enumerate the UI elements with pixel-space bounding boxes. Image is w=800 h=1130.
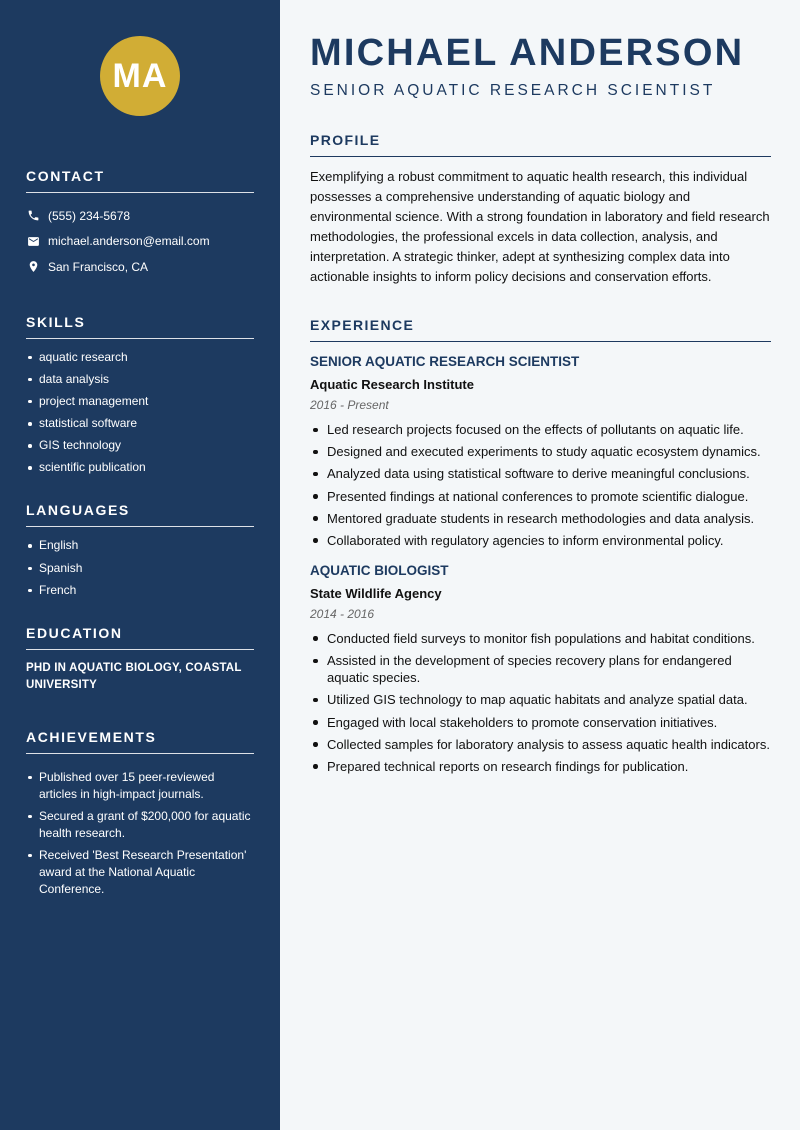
list-item: Spanish (26, 560, 254, 577)
contact-list (26, 203, 254, 280)
contact-phone (26, 203, 254, 229)
experience-section (310, 317, 771, 775)
main-content (280, 0, 800, 1130)
job-title: SENIOR AQUATIC RESEARCH SCIENTIST (310, 354, 580, 369)
job-bullets (310, 421, 771, 549)
phone-icon (26, 209, 40, 223)
list-item: Presented findings at national conferences to promote scientific dialogue. (310, 488, 771, 505)
job-bullets (310, 630, 771, 775)
languages-section (26, 502, 254, 598)
contact-heading: CONTACT (26, 168, 254, 193)
profile-text: Exemplifying a robust commitment to aquatic health research, this individual possesses a comprehensive understanding of aquatic biology and environmental science. With a strong foundation in laboratory and field research methodologies, the professional excels in data collection, analysis, and interpretation. A strategic thinker, adept at synthesizing complex data into actionable insights to inform policy decisions and conservation efforts. (310, 169, 770, 284)
list-item: French (26, 582, 254, 599)
education-degree: PHD IN AQUATIC BIOLOGY, COASTAL UNIVERSITY (26, 661, 242, 691)
avatar: MA (100, 36, 180, 116)
list-item: statistical software (26, 415, 254, 432)
company-name: State Wildlife Agency (310, 585, 442, 601)
list-item: GIS technology (26, 437, 254, 454)
achievements-section (26, 729, 254, 898)
list-item: Collected samples for laboratory analysis to assess aquatic health indicators. (310, 736, 771, 753)
languages-heading: LANGUAGES (26, 502, 254, 527)
list-item: Engaged with local stakeholders to promote conservation initiatives. (310, 714, 771, 731)
contact-email-text: michael.anderson@email.com (48, 234, 210, 249)
person-name: MICHAEL ANDERSON (310, 32, 745, 74)
profile-section (310, 132, 771, 287)
skills-heading: SKILLS (26, 314, 254, 339)
list-item: Collaborated with regulatory agencies to inform environmental policy. (310, 532, 771, 549)
list-item: Designed and executed experiments to study aquatic ecosystem dynamics. (310, 443, 771, 460)
skills-section (26, 314, 254, 477)
sidebar (0, 0, 280, 1130)
list-item: scientific publication (26, 459, 254, 476)
list-item: Led research projects focused on the effects of pollutants on aquatic life. (310, 421, 771, 438)
contact-section (26, 168, 254, 280)
person-title: SENIOR AQUATIC RESEARCH SCIENTIST (310, 82, 716, 99)
achievements-heading: ACHIEVEMENTS (26, 729, 254, 754)
education-section (26, 625, 254, 694)
list-item: Mentored graduate students in research methodologies and data analysis. (310, 510, 771, 527)
list-item: aquatic research (26, 349, 254, 366)
list-item: Analyzed data using statistical software to derive meaningful conclusions. (310, 465, 771, 482)
skills-list (26, 349, 254, 477)
languages-list (26, 537, 254, 598)
email-icon (26, 234, 40, 248)
contact-location (26, 254, 254, 280)
job-title: AQUATIC BIOLOGIST (310, 562, 449, 578)
list-item: English (26, 537, 254, 554)
list-item: Prepared technical reports on research findings for publication. (310, 758, 771, 775)
company-name: Aquatic Research Institute (310, 377, 474, 392)
location-pin-icon (26, 260, 40, 274)
contact-location-text: San Francisco, CA (48, 259, 149, 274)
list-item: project management (26, 393, 254, 410)
list-item: data analysis (26, 371, 254, 388)
job-entry (310, 563, 771, 775)
list-item: Received 'Best Research Presentation' award at the National Aquatic Conference. (26, 847, 254, 898)
list-item: Conducted field surveys to monitor fish populations and habitat conditions. (310, 630, 771, 647)
job-dates: 2014 - 2016 (310, 606, 375, 621)
achievements-list (26, 769, 254, 898)
experience-heading: EXPERIENCE (310, 317, 771, 342)
list-item: Secured a grant of $200,000 for aquatic health research. (26, 808, 254, 842)
job-entry (310, 354, 771, 549)
contact-phone-text: (555) 234-5678 (48, 208, 131, 223)
list-item: Assisted in the development of species recovery plans for endangered aquatic species. (310, 652, 771, 686)
job-dates: 2016 - Present (310, 398, 389, 412)
list-item: Utilized GIS technology to map aquatic habitats and analyze spatial data. (310, 691, 771, 708)
profile-heading: PROFILE (310, 132, 771, 157)
list-item: Published over 15 peer-reviewed articles in high-impact journals. (26, 769, 254, 803)
contact-email (26, 229, 254, 255)
education-heading: EDUCATION (26, 625, 254, 650)
